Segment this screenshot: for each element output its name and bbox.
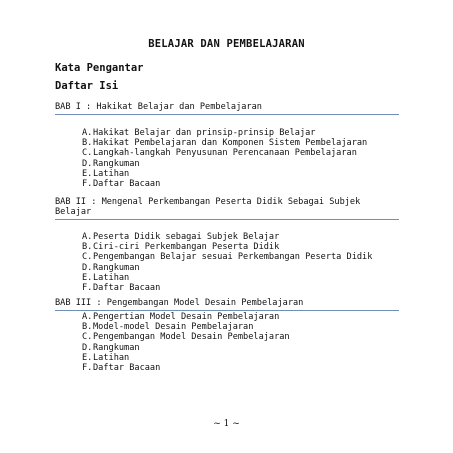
list-item-text: Hakikat Belajar dan prinsip-prinsip Belajar [93,128,316,138]
chapter-heading: BAB I : Hakikat Belajar dan Pembelajaran [55,102,399,115]
list-marker: D. [82,158,93,169]
list-item [55,159,399,169]
chapter-1 [55,102,399,189]
list-item-text: Model-model Desain Pembelajaran [93,322,254,333]
list-item-text: Daftar Bacaan [93,179,161,190]
list-item-text: Pengembangan Model Desain Pembelajaran [93,332,290,343]
list-marker: F. [82,283,93,294]
front-matter-preface: Kata Pengantar [55,62,144,74]
list-marker: E. [82,352,93,363]
list-item [55,169,399,179]
list-item-text: Latihan [93,272,130,283]
list-marker: B. [82,242,93,253]
list-marker: C. [82,332,93,343]
list-item-text: Rangkuman [93,342,140,353]
list-item [55,263,399,273]
list-item [55,343,399,353]
front-matter-table-of-contents: Daftar Isi [55,80,119,92]
list-item [55,252,399,262]
list-item-text: Rangkuman [93,158,140,169]
list-item [55,332,399,342]
list-marker: F. [82,363,93,374]
list-marker: D. [82,342,93,353]
page-number: ~ 1 ~ [213,419,240,429]
list-item [55,363,399,373]
list-marker: A. [82,128,93,138]
list-item [55,232,399,242]
list-marker: E. [82,272,93,283]
list-item-text: Latihan [93,168,130,179]
list-item [55,148,399,158]
list-item [55,312,399,322]
chapter-2 [55,197,399,293]
chapter-heading: BAB III : Pengembangan Model Desain Pembelajaran [55,298,399,311]
list-item-text: Hakikat Pembelajaran dan Komponen Sistem Pembelajaran [93,138,368,149]
list-marker: A. [82,312,93,322]
document-title: BELAJAR DAN PEMBELAJARAN [148,38,305,50]
list-item [55,179,399,189]
list-item-text: Daftar Bacaan [93,283,161,294]
list-marker: B. [82,322,93,333]
chapter-item-list [55,128,399,189]
list-marker: F. [82,179,93,190]
list-item [55,273,399,283]
list-item-text: Latihan [93,352,130,363]
list-item [55,283,399,293]
list-marker: D. [82,262,93,273]
list-item-text: Langkah-langkah Penyusunan Perencanaan Pembelajaran [93,148,357,159]
list-item-text: Daftar Bacaan [93,363,161,374]
list-item [55,138,399,148]
list-item-text: Ciri-ciri Perkembangan Peserta Didik [93,242,280,253]
list-item-text: Pengembangan Belajar sesuai Perkembangan Peserta Didik [93,252,373,263]
list-item [55,128,399,138]
list-item [55,322,399,332]
list-marker: C. [82,252,93,263]
list-item [55,353,399,363]
chapter-item-list [55,232,399,293]
chapter-item-list [55,312,399,373]
list-marker: C. [82,148,93,159]
list-marker: B. [82,138,93,149]
list-item-text: Peserta Didik sebagai Subjek Belajar [93,232,280,242]
list-item [55,242,399,252]
list-item-text: Pengertian Model Desain Pembelajaran [93,312,280,322]
list-marker: E. [82,168,93,179]
chapter-3 [55,298,399,373]
list-item-text: Rangkuman [93,262,140,273]
list-marker: A. [82,232,93,242]
chapter-heading: BAB II : Mengenal Perkembangan Peserta Didik Sebagai Subjek Belajar [55,197,399,220]
